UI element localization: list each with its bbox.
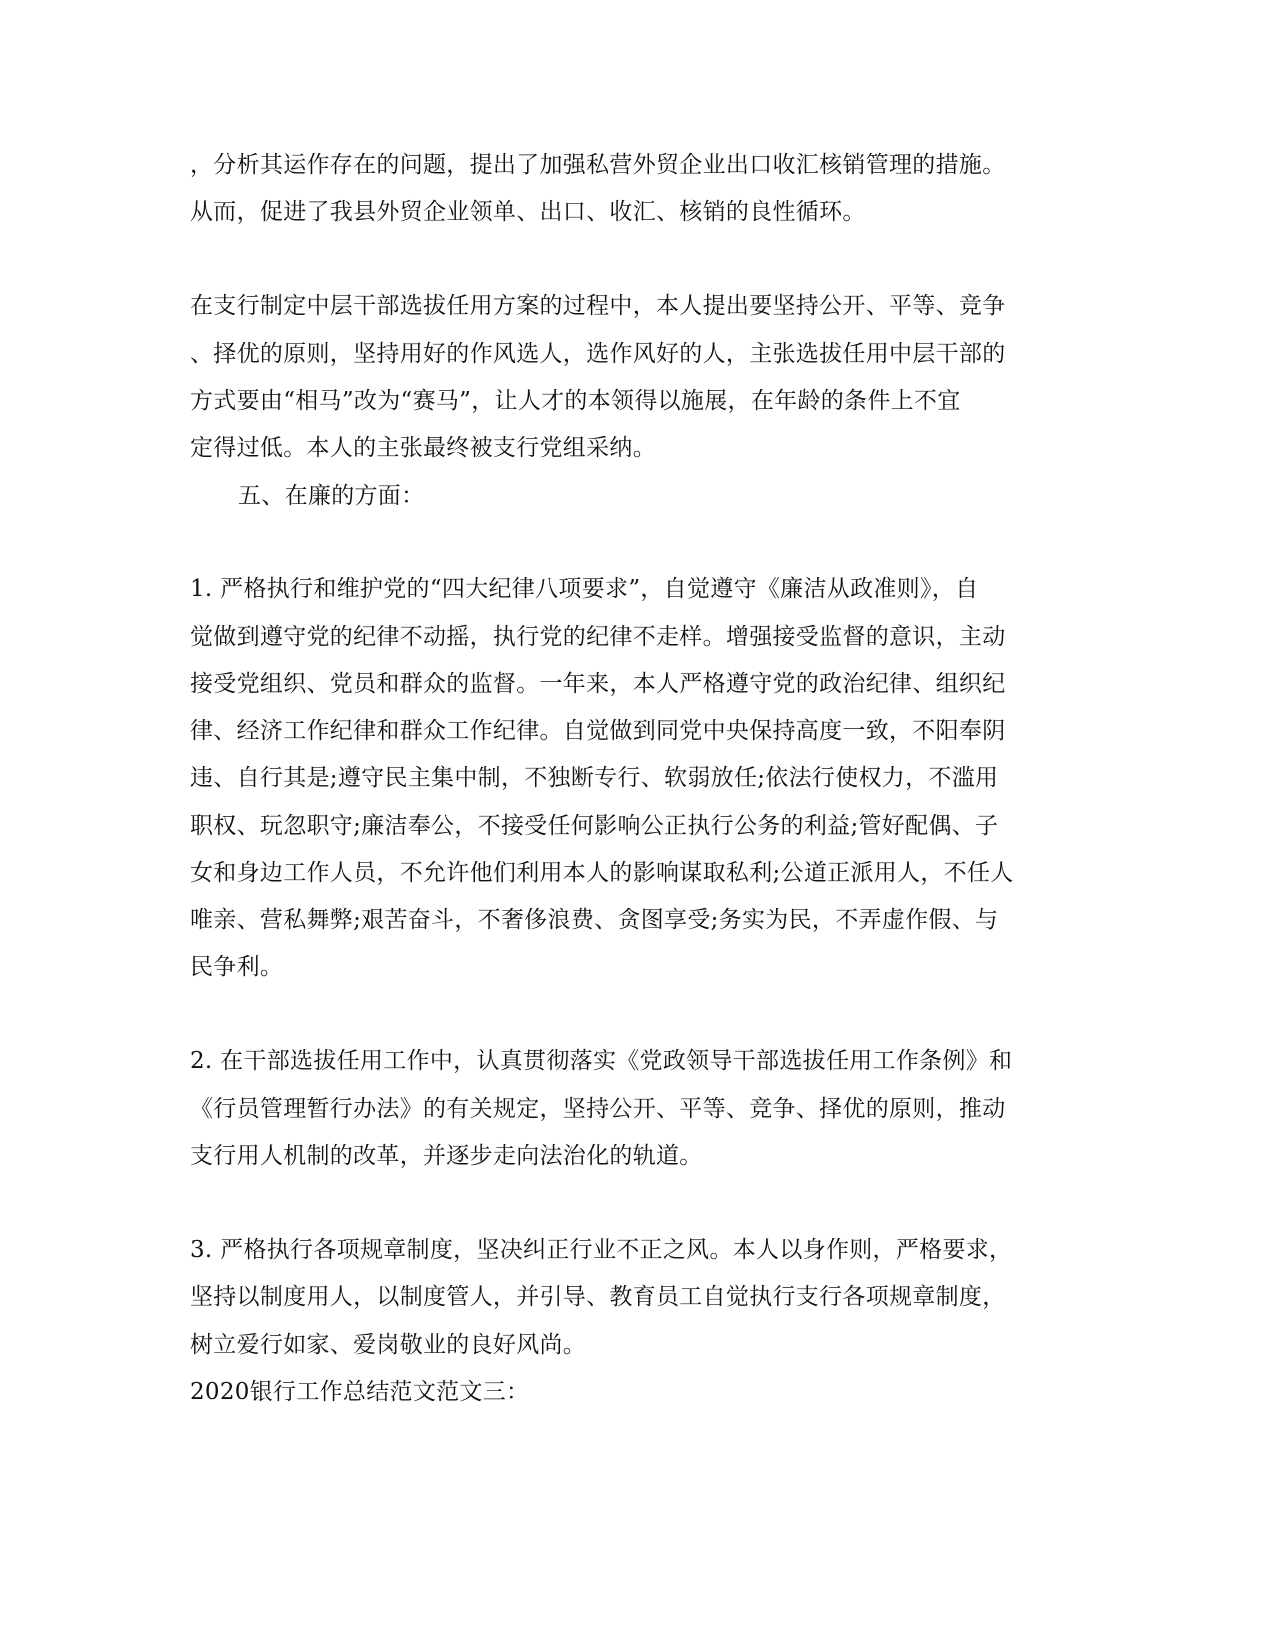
text-line: 违、自行其是;遵守民主集中制，不独断专行、软弱放任;依法行使权力，不滥用 [190, 765, 999, 791]
text-line: 接受党组织、党员和群众的监督。一年来，本人严格遵守党的政治纪律、组织纪 [190, 671, 1006, 697]
text-line: 树立爱行如家、爱岗敬业的良好风尚。 [190, 1332, 587, 1358]
text-line: 3. 严格执行各项规章制度，坚决纠正行业不正之风。本人以身作则，严格要求， [190, 1237, 1013, 1263]
text-line: 在支行制定中层干部选拔任用方案的过程中，本人提出要坚持公开、平等、竞争 [190, 293, 1006, 319]
text-line: 民争利。 [190, 954, 284, 980]
text-line: 坚持以制度用人，以制度管人，并引导、教育员工自觉执行支行各项规章制度， [190, 1284, 1006, 1310]
text-line: 方式要由“相马”改为“赛马”，让人才的本领得以施展，在年龄的条件上不宜 [190, 388, 961, 414]
text-line: 、择优的原则，坚持用好的作风选人，选作风好的人，主张选拔任用中层干部的 [190, 341, 1006, 367]
text-line: 1. 严格执行和维护党的“四大纪律八项要求”，自觉遵守《廉洁从政准则》，自 [190, 576, 979, 602]
text-line: 《行员管理暂行办法》的有关规定，坚持公开、平等、竞争、择优的原则，推动 [190, 1096, 1006, 1122]
text-line: 职权、玩忽职守;廉洁奉公，不接受任何影响公正执行公务的利益;管好配偶、子 [190, 813, 999, 839]
text-line: ，分析其运作存在的问题，提出了加强私营外贸企业出口收汇核销管理的措施。 [190, 152, 1006, 178]
text-line: 女和身边工作人员，不允许他们利用本人的影响谋取私利;公道正派用人，不任人 [190, 860, 1014, 886]
section-heading: 五、在廉的方面： [238, 483, 425, 509]
text-line: 唯亲、营私舞弊;艰苦奋斗，不奢侈浪费、贪图享受;务实为民，不弄虚作假、与 [190, 907, 999, 933]
text-line: 从而，促进了我县外贸企业领单、出口、收汇、核销的良性循环。 [190, 199, 866, 225]
text-line: 定得过低。本人的主张最终被支行党组采纳。 [190, 435, 656, 461]
text-line: 支行用人机制的改革，并逐步走向法治化的轨道。 [190, 1143, 703, 1169]
section-title: 2020银行工作总结范文范文三： [190, 1379, 530, 1405]
text-line: 觉做到遵守党的纪律不动摇，执行党的纪律不走样。增强接受监督的意识，主动 [190, 624, 1006, 650]
text-line: 2. 在干部选拔任用工作中，认真贯彻落实《党政领导干部选拔任用工作条例》和 [190, 1048, 1013, 1074]
text-line: 律、经济工作纪律和群众工作纪律。自觉做到同党中央保持高度一致，不阳奉阴 [190, 718, 1006, 744]
